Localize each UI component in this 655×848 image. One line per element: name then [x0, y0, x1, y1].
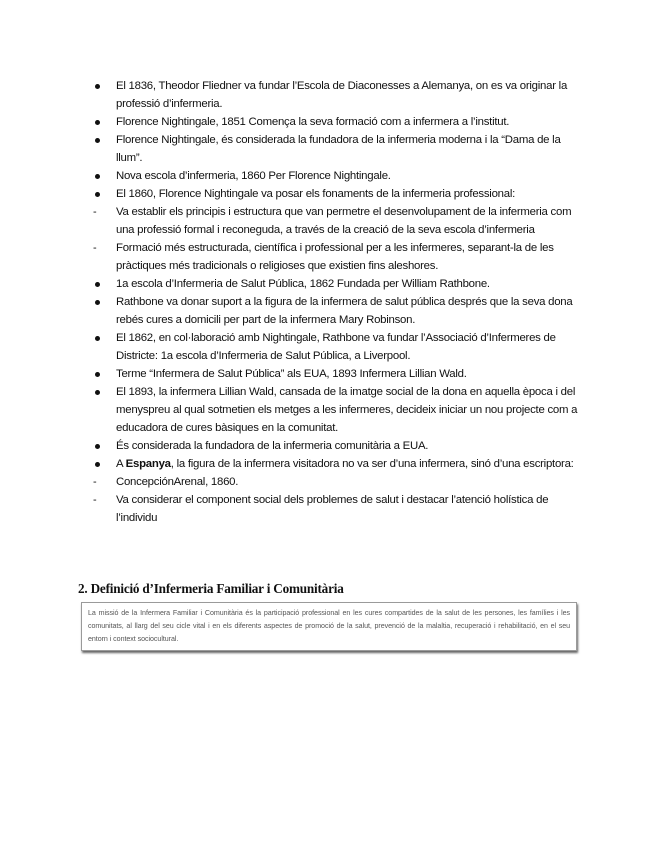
list-item-text: És considerada la fundadora de la infermeria comunitària a EUA.	[116, 440, 429, 452]
bullet-marker	[93, 131, 107, 149]
list-item	[93, 365, 585, 383]
bullet-marker	[93, 365, 107, 383]
dash-marker: -	[93, 206, 97, 218]
list-item	[93, 113, 585, 131]
list-item-text-after: , la figura de la infermera visitadora no va ser d’una infermera, sinó d’una escriptora:	[170, 458, 574, 470]
bullet-marker	[93, 383, 107, 401]
list-item	[93, 437, 585, 455]
bullet-marker	[93, 185, 107, 203]
bullet-marker	[93, 275, 107, 293]
list-item	[93, 203, 585, 239]
list-item	[93, 131, 585, 167]
bullet-marker	[93, 455, 107, 473]
list-item-text-before: A	[116, 458, 126, 470]
list-item-text: El 1836, Theodor Fliedner va fundar l’Escola de Diaconesses a Alemanya, on es va originar la professió d’infermeria.	[116, 80, 568, 110]
list-item-text: Nova escola d’infermeria, 1860 Per Florence Nightingale.	[116, 170, 391, 182]
list-item-text: Florence Nightingale, és considerada la fundadora de la infermeria moderna i la “Dama de la llum”.	[116, 134, 561, 164]
list-item-text: El 1893, la infermera Lillian Wald, cansada de la imatge social de la dona en aquella època i del menyspreu al qual sotmetien els metges a les infermeres, decideix iniciar un nou projecte com a educadora de cures bàsiques en la comunitat.	[116, 386, 578, 434]
dash-marker: -	[93, 476, 97, 488]
list-item-text: Va considerar el component social dels problemes de salut i destacar l’atenció holística de l’individu	[116, 494, 549, 524]
list-item	[93, 329, 585, 365]
bullet-marker	[93, 113, 107, 131]
definition-box	[81, 602, 577, 651]
bullet-marker	[93, 77, 107, 95]
list-item-text: ConcepciónArenal, 1860.	[116, 476, 239, 488]
list-item	[93, 455, 585, 473]
list-item-text: Terme “Infermera de Salut Pública” als EUA, 1893 Infermera Lillian Wald.	[116, 368, 467, 380]
list-item-text: El 1860, Florence Nightingale va posar els fonaments de la infermeria professional:	[116, 188, 516, 200]
list-item	[93, 491, 585, 527]
list-item	[93, 275, 585, 293]
list-item	[93, 77, 585, 113]
history-list	[93, 77, 585, 527]
list-item-text: Rathbone va donar suport a la figura de la infermera de salut pública després que la seva dona rebés cures a domicili per part de la infermera Mary Robinson.	[116, 296, 573, 326]
list-item	[93, 473, 585, 491]
list-item	[93, 167, 585, 185]
list-item-text: Formació més estructurada, científica i professional per a les infermeres, separant-la de les pràctiques més tradicionals o religioses que existien fins aleshores.	[116, 242, 554, 272]
bullet-marker	[93, 167, 107, 185]
list-item	[93, 185, 585, 203]
list-item-text: Va establir els principis i estructura que van permetre el desenvolupament de la infermeria com una professió formal i reconeguda, a través de la creació de la seva escola d’infermeria	[116, 206, 572, 236]
bullet-marker	[93, 329, 107, 347]
list-item-text: 1a escola d’Infermeria de Salut Pública, 1862 Fundada per William Rathbone.	[116, 278, 490, 290]
definition-text: La missió de la Infermera Familiar i Comunitària és la participació professional en les cures compartides de la salut de les persones, les famílies i les comunitats, al llarg del seu cicle vital i en els diferents aspectes de promoció de la salut, prevenció de la malaltia, recuperació i rehabilitació, en el seu entorn i context sociocultural.	[88, 609, 570, 643]
list-item-bold-text: Espanya	[125, 458, 171, 470]
list-item-text: El 1862, en col·laboració amb Nightingale, Rathbone va fundar l’Associació d’Infermeres de Districte: 1a escola d’Infermeria de Salut Pública, a Liverpool.	[116, 332, 556, 362]
section-heading: 2. Definició d’Infermeria Familiar i Comunitària	[78, 581, 344, 596]
bullet-marker	[93, 293, 107, 311]
list-item	[93, 239, 585, 275]
list-item-text: Florence Nightingale, 1851 Comença la seva formació com a infermera a l’institut.	[116, 116, 510, 128]
dash-marker: -	[93, 494, 97, 506]
bullet-marker	[93, 437, 107, 455]
list-item	[93, 383, 585, 437]
list-item	[93, 293, 585, 329]
dash-marker: -	[93, 242, 97, 254]
